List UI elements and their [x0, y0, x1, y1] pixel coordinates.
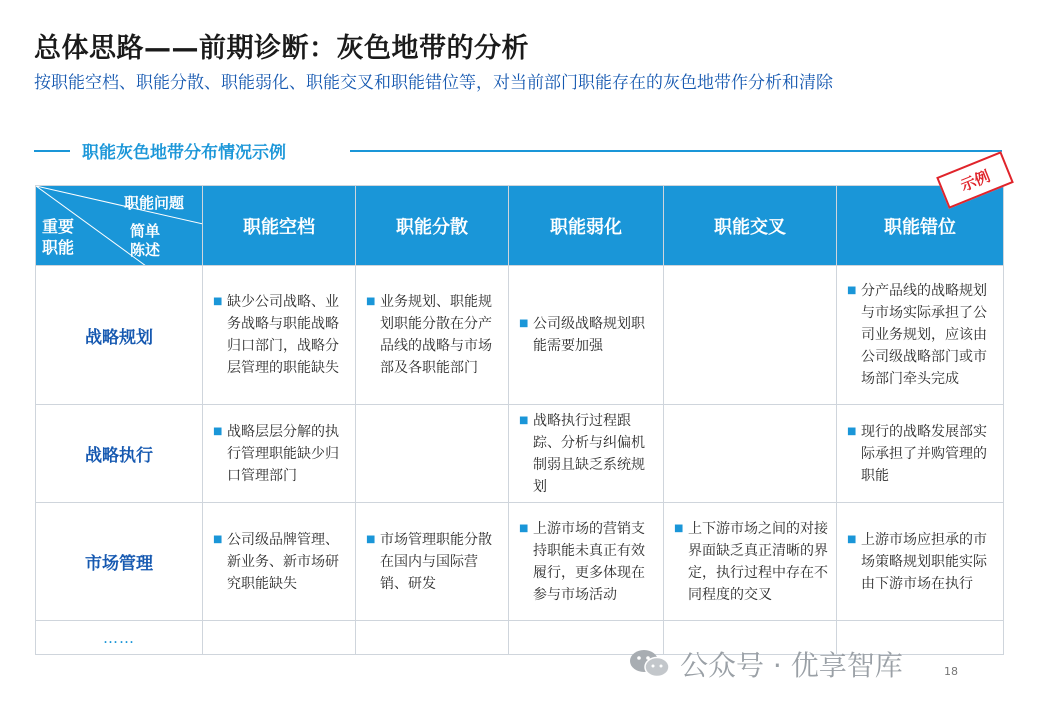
bullet-icon: ■ — [366, 296, 376, 307]
bullet-icon: ■ — [847, 285, 857, 296]
column-header-weakened: 职能弱化 — [509, 186, 664, 266]
page-subtitle: 按职能空档、职能分散、职能弱化、职能交叉和职能错位等，对当前部门职能存在的灰色地带作分析和清除 — [34, 73, 833, 93]
column-header-dispersed: 职能分散 — [356, 186, 509, 266]
table-corner-cell — [36, 186, 203, 266]
section-divider-left — [34, 150, 70, 152]
section-divider-right — [350, 150, 1002, 152]
row-header-strategy-execution: 战略执行 — [36, 405, 203, 503]
bullet-icon: ■ — [213, 425, 223, 437]
wechat-icon — [628, 647, 672, 681]
row-header-ellipsis: …… — [36, 621, 203, 655]
page-title: 总体思路——前期诊断：灰色地带的分析 — [34, 33, 529, 64]
page-number: 18 — [944, 665, 958, 678]
column-header-gap: 职能空档 — [203, 186, 356, 266]
table-cell: ■ 上下游市场之间的对接界面缺乏真正清晰的界定，执行过程中存在不同程度的交叉 — [664, 503, 837, 621]
bullet-icon: ■ — [847, 533, 857, 545]
corner-label-function: 重要 职能 — [42, 217, 75, 257]
column-header-misplaced: 职能错位 — [837, 186, 1004, 266]
table-cell-empty — [356, 405, 509, 503]
stamp-label: 示例 — [957, 166, 993, 195]
table-cell-empty — [664, 405, 837, 503]
table-cell: ■ 公司级战略规划职能需要加强 — [509, 266, 664, 405]
table-cell: ■ 现行的战略发展部实际承担了并购管理的职能 — [837, 405, 1004, 503]
table-cell-empty — [203, 621, 356, 655]
bullet-icon: ■ — [519, 318, 529, 329]
table-row — [36, 405, 1004, 503]
table-cell: ■ 市场管理职能分散在国内与国际营销、研发 — [356, 503, 509, 621]
bullet-icon: ■ — [213, 296, 223, 307]
gray-zone-table — [35, 185, 1004, 655]
bullet-icon: ■ — [519, 522, 529, 534]
watermark-text: 公众号 · 优享智库 — [680, 649, 903, 682]
corner-label-issue: 职能问题 — [124, 194, 185, 212]
table-cell: ■ 业务规划、职能规划职能分散在分产品线的战略与市场部及各职能部门 — [356, 266, 509, 405]
table-cell: ■ 上游市场应担承的市场策略规划职能实际由下游市场在执行 — [837, 503, 1004, 621]
table-header-row — [36, 186, 1004, 266]
bullet-icon: ■ — [674, 522, 684, 534]
bullet-icon: ■ — [519, 414, 529, 426]
row-header-strategy-planning: 战略规划 — [36, 266, 203, 405]
table-cell-empty — [664, 266, 837, 405]
table-cell: ■ 战略层层分解的执行管理职能缺少归口管理部门 — [203, 405, 356, 503]
table-row — [36, 503, 1004, 621]
table-cell-empty — [356, 621, 509, 655]
bullet-icon: ■ — [366, 533, 376, 545]
row-header-market-management: 市场管理 — [36, 503, 203, 621]
watermark — [628, 644, 903, 684]
table-cell: ■ 上游市场的营销支持职能未真正有效履行，更多体现在参与市场活动 — [509, 503, 664, 621]
table-cell: ■ 公司级品牌管理、新业务、新市场研究职能缺失 — [203, 503, 356, 621]
bullet-icon: ■ — [847, 425, 857, 437]
table-cell: ■ 分产品线的战略规划与市场实际承担了公司业务规划，应该由公司级战略部门或市场部门牵头完成 — [837, 266, 1004, 405]
bullet-icon: ■ — [213, 533, 223, 545]
column-header-overlap: 职能交叉 — [664, 186, 837, 266]
table-cell: ■ 战略执行过程跟踪、分析与纠偏机制弱且缺乏系统规划 — [509, 405, 664, 503]
table-cell: ■ 缺少公司战略、业务战略与职能战略归口部门，战略分层管理的职能缺失 — [203, 266, 356, 405]
table-row — [36, 266, 1004, 405]
corner-label-desc: 简单 陈述 — [130, 222, 161, 259]
section-title: 职能灰色地带分布情况示例 — [82, 143, 286, 163]
